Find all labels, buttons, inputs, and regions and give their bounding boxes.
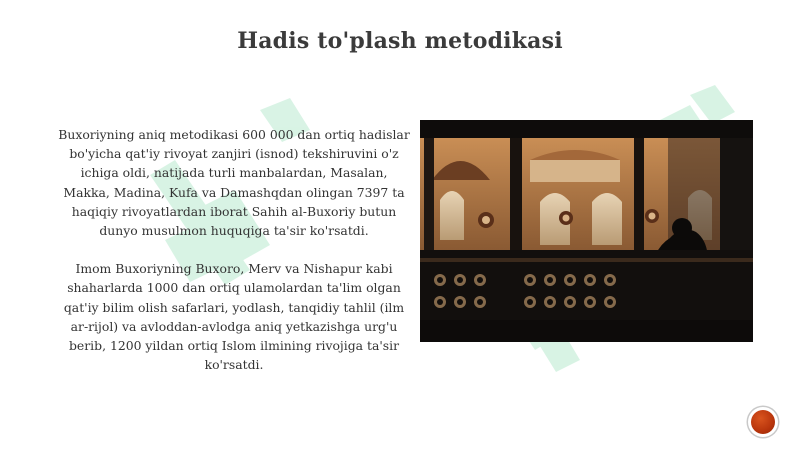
nav-button-circle xyxy=(751,410,775,434)
paragraph-methodology: Buxoriyning aniq metodikasi 600 000 dan ortiq hadislar bo'yicha qat'iy rivoyat zanjiri (isnod) tekshiruvini o'z ichiga oldi, natijada turli manbalardan, Masalan, Makka, Madina, Kufa va Damashqdan olingan 7397 ta haqiqiy rivoyatlardan iborat Sahih al-Buxoriy butun dunyo musulmon huquqiga ta'sir ko'rsatdi. xyxy=(58,127,410,239)
paragraph-travels: Imom Buxoriyning Buxoro, Merv va Nishapur kabi shaharlarda 1000 dan ortiq ulamolardan ta'lim olgan qat'iy bilim olish safarlari, yodlash, tanqidiy tahlil (ilm ar-rijol) va avloddan-avlodga aniq yetkazishga urg'u berib, 1200 yildan ortiq Islom ilmining rivojiga ta'sir ko'rsatdi. xyxy=(63,261,405,373)
mosque-interior-photo xyxy=(420,120,753,342)
slide-body xyxy=(56,125,412,393)
mosque-interior-illustration xyxy=(420,120,753,342)
slide-title: Hadis to'plash metodikasi xyxy=(237,28,563,54)
next-slide-icon[interactable] xyxy=(748,407,778,437)
